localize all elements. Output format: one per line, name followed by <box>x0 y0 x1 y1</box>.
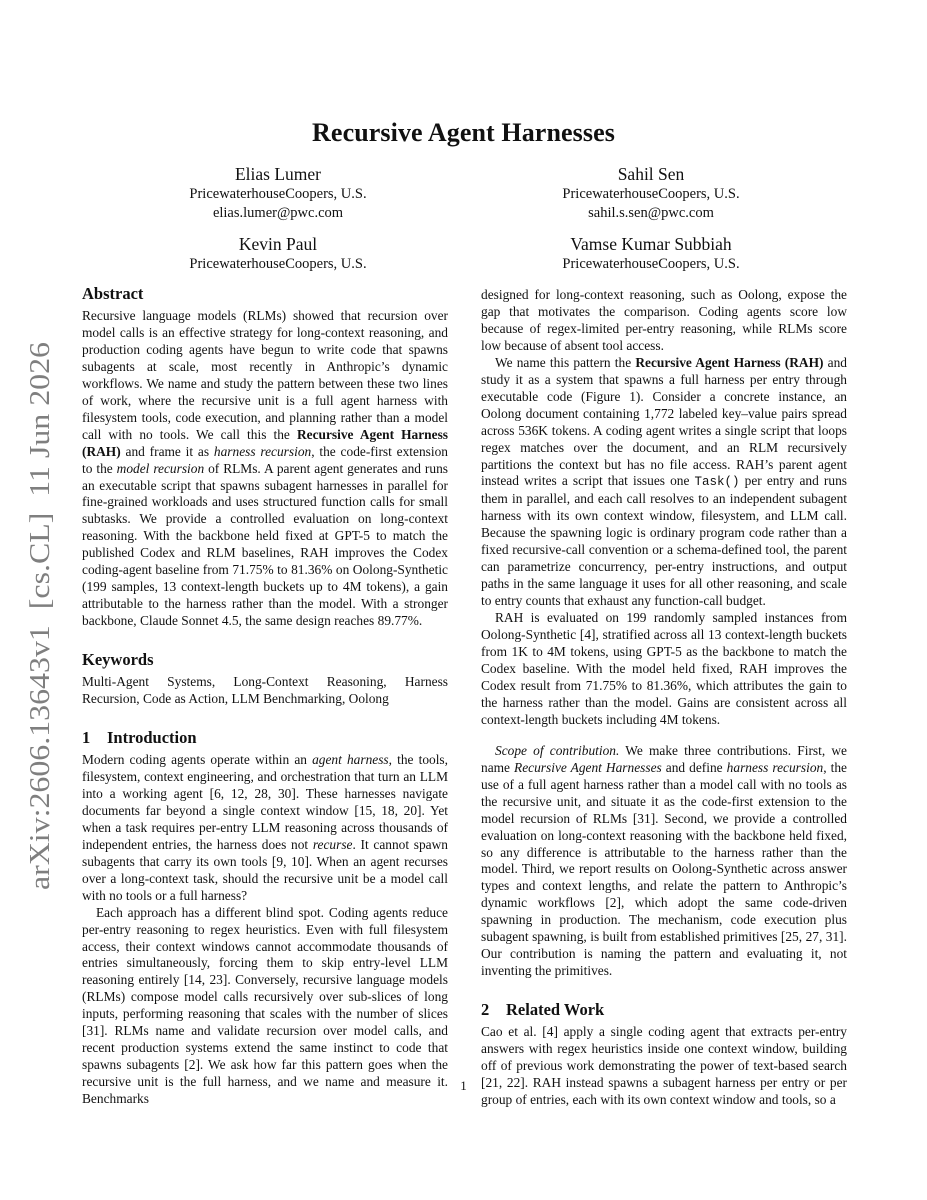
intro-paragraph-4: RAH is evaluated on 199 randomly sampled instances from Oolong-Synthetic [4], stratified across all 13 context-length buckets from 1K to 4M tokens, using GPT-5 as the backbone to match the Codex baseline. With the model held fixed, RAH improves the Codex result from 71.75% to 81.36%, which attributes the gain to the harness rather than the model. Gains are consistent across all context-length buckets including 4M tokens. <box>481 610 847 727</box>
keywords-text: Multi-Agent Systems, Long-Context Reasoning, Harness Recursion, Code as Action, LLM Benchmarking, Oolong <box>82 674 448 707</box>
author-name: Kevin Paul <box>238 234 318 254</box>
left-column <box>82 284 448 1108</box>
intro-paragraph-scope: Scope of contribution. We make three contributions. First, we name Recursive Agent Harnesses and define harness recursion, the use of a full agent harness rather than a model call with no tools as the recursive unit, and situate it as the code-first extension to the model recursion of RLMs [31]. Second, we provide a controlled evaluation on long-context reasoning with the backbone held fixed, so any difference is attributable to the harness rather than the model. Third, we report results on Oolong-Synthetic across answer types and context lengths, and relate the pattern to Anthropic’s dynamic workflows [2], which adopt the same code-driven spawning in production. The mechanism, code execution plus subagent spawning, is built from established primitives [25, 27, 31]. Our contribution is naming the pattern and evaluating it, not inventing the primitives. <box>481 742 848 979</box>
author-affiliation: PricewaterhouseCoopers, U.S. <box>189 256 367 272</box>
author-affiliation: PricewaterhouseCoopers, U.S. <box>562 186 740 202</box>
abstract-text: Recursive language models (RLMs) showed that recursion over model calls is an effective strategy for long-context reasoning, and production coding agents have begun to write code that spawns subagents at scale, most recently in Anthropic’s dynamic workflows. We name and study the pattern between these two lines of work, where the recursive unit is a full agent harness with filesystem tools, code execution, and planning rather than a model call with no tools. We call this the Recursive Agent Harness (RAH) and frame it as harness recursion, the code-first extension to the model recursion of RLMs. A parent agent generates and runs an executable script that spawns subagent harnesses in parallel for fine-grained workloads and uses structured function calls for small subtasks. We provide a controlled evaluation on long-context reasoning. With the backbone held fixed at GPT-5 to match the published Codex and RLM baselines, RAH improves the Codex coding-agent baseline from 71.75% to 81.36% on Oolong-Synthetic (199 samples, 13 context-length buckets up to 4M tokens), a gain attributable to the harness rather than the model. With a stronger backbone, Claude Sonnet 4.5, the same design reaches 89.77%. <box>82 308 448 629</box>
related-work-paragraph-1: Cao et al. [4] apply a single coding agent that extracts per-entry answers with regex heuristics inside one context window, building off of previous work demonstrating the power of text-based search [21, 22]. RAH instead spawns a subagent harness per entry or per group of entries, each with its own context window and tools, so a <box>481 1024 847 1107</box>
author-affiliation: PricewaterhouseCoopers, U.S. <box>562 256 740 272</box>
arxiv-identifier-text: arXiv:2606.13643v1 [cs.CL] 11 Jun 2026 <box>25 400 56 890</box>
right-column <box>481 287 847 1109</box>
author-name: Vamse Kumar Subbiah <box>570 234 732 254</box>
page-number: 1 <box>460 1078 467 1093</box>
arxiv-identifier-stamp <box>12 335 62 895</box>
task-code: Task() <box>694 475 740 490</box>
author-affiliation: PricewaterhouseCoopers, U.S. <box>189 186 367 202</box>
author-name: Elias Lumer <box>234 164 321 184</box>
author-name: Sahil Sen <box>617 164 685 184</box>
section-heading-introduction: 1 Introduction <box>82 728 197 748</box>
author-block-3 <box>98 233 458 274</box>
author-block-2 <box>471 163 831 223</box>
intro-paragraph-2-continued: designed for long-context reasoning, such as Oolong, expose the gap that motivates the comparison. Coding agents score low because of regex-limited per-entry reasoning, while RLMs score low because of absent tool access. <box>481 287 847 353</box>
author-email: sahil.s.sen@pwc.com <box>588 205 714 221</box>
intro-paragraph-2: Each approach has a different blind spot. Coding agents reduce per-entry reasoning to regex heuristics. Even with full filesystem access, their context windows cannot accommodate thousands of entries simultaneously, forcing them to skip entry-level LLM reasoning entirely [14, 23]. Conversely, recursive language models (RLMs) compose model calls recursively over sub-slices of long inputs, performing reasoning that scales with the number of slices [31]. RLMs name and validate recursion over model calls, and recent production systems extend the same instinct to code that spawns subagents [2]. We ask how far this pattern goes when the recursive unit is the full harness, and we name and measure it. Benchmarks <box>82 904 448 1107</box>
paper-title: Recursive Agent Harnesses <box>312 118 615 147</box>
section-heading-related-work: 2 Related Work <box>481 1000 605 1020</box>
intro-paragraph-1: Modern coding agents operate within an agent harness, the tools, filesystem, context engineering, and orchestration that turn an LLM into a working agent [6, 12, 28, 30]. These harnesses navigate documents far beyond a single context window [15, 18, 20]. Yet when a task requires per-entry LLM reasoning across thousands of independent entries, the harness does not recurse. It cannot spawn subagents that carry its own tools [9, 10]. When an agent recurses over a long-context task, should the recursive unit be a model call with no tools or a full harness? <box>82 752 448 903</box>
author-email: elias.lumer@pwc.com <box>212 205 344 221</box>
author-block-4 <box>471 233 831 274</box>
keywords-heading: Keywords <box>82 650 154 670</box>
intro-paragraph-3: We name this pattern the Recursive Agent Harness (RAH) and study it as a system that spawns a full harness per entry through executable code (Figure 1). Consider a concrete instance, an Oolong document containing 1,772 labeled key–value pairs spread across 536K tokens. A coding agent writes a single script that loops regex matches over the document, and an RLM recursively partitions the context but has no file access. RAH’s parent agent instead writes a script that issues one Task() per entry and runs them in parallel, and each call resolves to an independent subagent harness with its own context window, filesystem, and LLM call. Because the spawning logic is ordinary program code rather than a fixed recursive-call convention or a schema-defined tool, the parent can parametrize concurrency, per-entry instructions, and output paths in the same language it uses for all other reasoning, and scale to entry counts that exhaust any function-call budget. <box>481 354 847 609</box>
author-block-1 <box>98 163 458 223</box>
abstract-heading: Abstract <box>82 284 144 303</box>
